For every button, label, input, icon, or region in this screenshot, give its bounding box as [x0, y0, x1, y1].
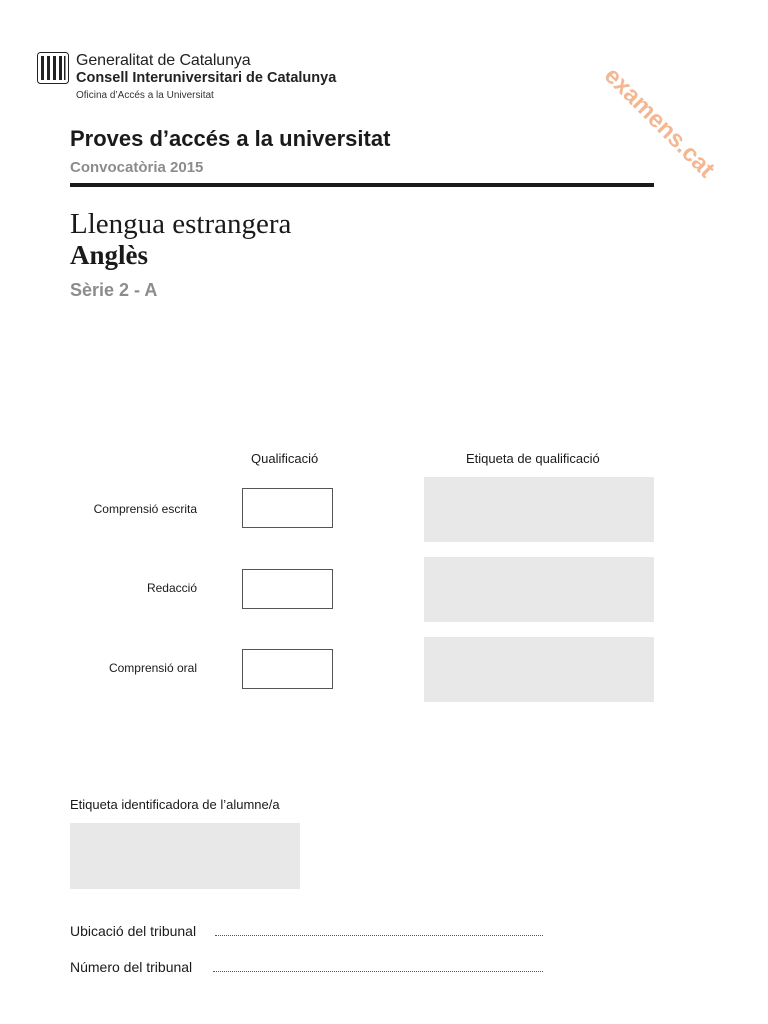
grade-tag-area-listening — [424, 637, 654, 702]
grade-input-writing[interactable] — [242, 569, 333, 609]
grade-tag-area-writing — [424, 557, 654, 622]
tribunal-number-field[interactable] — [213, 971, 543, 972]
divider — [70, 183, 654, 187]
org-name-consell: Consell Interuniversitari de Catalunya — [76, 70, 337, 86]
org-name-oficina: Oficina d’Accés a la Universitat — [76, 90, 214, 101]
grade-input-reading[interactable] — [242, 488, 333, 528]
watermark: examens.cat — [598, 62, 720, 183]
row-label-listening: Comprensió oral — [108, 661, 197, 675]
row-label-reading: Comprensió escrita — [93, 502, 197, 516]
language-title: Anglès — [70, 240, 149, 270]
row-label-writing: Redacció — [146, 581, 197, 595]
tag-column-header: Etiqueta de qualificació — [466, 451, 600, 466]
tribunal-number-label: Número del tribunal — [70, 959, 193, 975]
tribunal-location-field[interactable] — [215, 935, 543, 936]
grade-tag-area-reading — [424, 477, 654, 542]
grade-input-listening[interactable] — [242, 649, 333, 689]
subject-title: Llengua estrangera — [70, 208, 292, 240]
grade-column-header: Qualificació — [251, 451, 319, 466]
student-id-sticker-area — [70, 823, 300, 889]
generalitat-logo-icon — [37, 52, 69, 84]
session-label: Convocatòria 2015 — [70, 159, 204, 176]
series-label: Sèrie 2 - A — [70, 280, 158, 300]
org-name-generalitat: Generalitat de Catalunya — [76, 52, 251, 69]
student-id-label: Etiqueta identificadora de l’alumne/a — [70, 797, 280, 812]
tribunal-location-label: Ubicació del tribunal — [70, 923, 197, 939]
page-title: Proves d’accés a la universitat — [70, 126, 391, 151]
